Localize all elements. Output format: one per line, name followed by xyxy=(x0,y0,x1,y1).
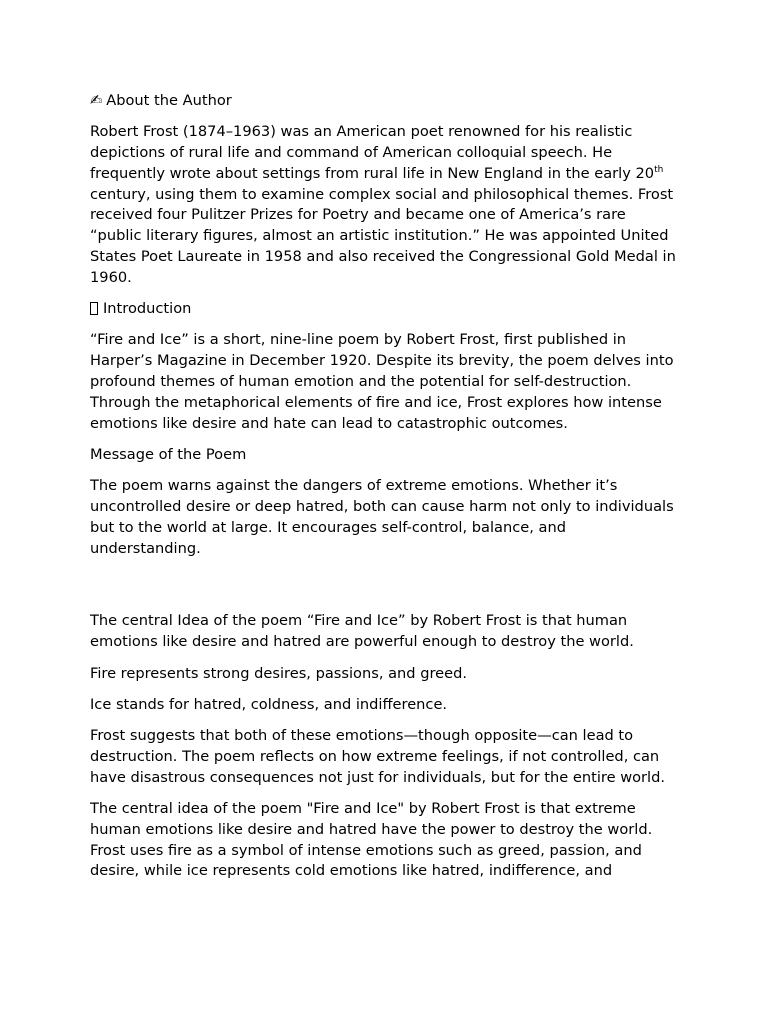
central-idea-paragraph: The central Idea of the poem “Fire and Ice” by Robert Frost is that human emotions like desire and hatred are powerful enough to destroy the world. xyxy=(90,612,634,651)
blank-line xyxy=(90,570,680,612)
central-idea-repeat-paragraph: The central idea of the poem "Fire and Ice" by Robert Frost is that extreme human emotions like desire and hatred have the power to destroy the world. Frost uses fire as a symbol of intense emotions such as greed, passion, and desire, while ice represents cold emotions like hatred, indifference, and xyxy=(90,800,653,880)
about-text-part2: century, using them to examine complex social and philosophical themes. Frost received four Pulitzer Prizes for Poetry and became one of America’s rare “public literary figures, almost an artistic institution.” He was appointed United States Poet Laureate in 1958 and also received the Congressional Gold Medal in 1960. xyxy=(90,185,676,286)
missing-glyph-box-icon xyxy=(90,302,98,315)
about-author-paragraph xyxy=(90,122,680,288)
document-page xyxy=(90,91,680,893)
about-author-heading-text: About the Author xyxy=(106,92,232,109)
ice-paragraph: Ice stands for hatred, coldness, and indifference. xyxy=(90,695,448,713)
message-heading: Message of the Poem xyxy=(90,445,247,463)
fire-paragraph: Fire represents strong desires, passions, and greed. xyxy=(90,664,468,682)
about-text-part1: Robert Frost (1874–1963) was an American poet renowned for his realistic depictions of rural life and command of American colloquial speech. He frequently wrote about settings from rural life in New England in the early 20 xyxy=(90,123,655,182)
message-paragraph: The poem warns against the dangers of extreme emotions. Whether it’s uncontrolled desire or deep hatred, both can cause harm not only to individuals but to the world at large. It encourages self-control, balance, and understanding. xyxy=(90,477,674,557)
introduction-heading xyxy=(90,299,680,320)
writing-hand-icon: ✍ xyxy=(90,92,103,109)
about-superscript: th xyxy=(654,164,664,175)
introduction-paragraph: “Fire and Ice” is a short, nine-line poem by Robert Frost, first published in Harper’s Magazine in December 1920. Despite its brevity, the poem delves into profound themes of human emotion and the potential for self-destruction. Through the metaphorical elements of fire and ice, Frost explores how intense emotions like desire and hate can lead to catastrophic outcomes. xyxy=(90,331,674,432)
destruction-paragraph: Frost suggests that both of these emotions—though opposite—can lead to destruction. The poem reflects on how extreme feelings, if not controlled, can have disastrous consequences not just for individuals, but for the entire world. xyxy=(90,727,666,786)
introduction-heading-text: Introduction xyxy=(103,300,192,318)
about-author-heading xyxy=(90,91,680,112)
